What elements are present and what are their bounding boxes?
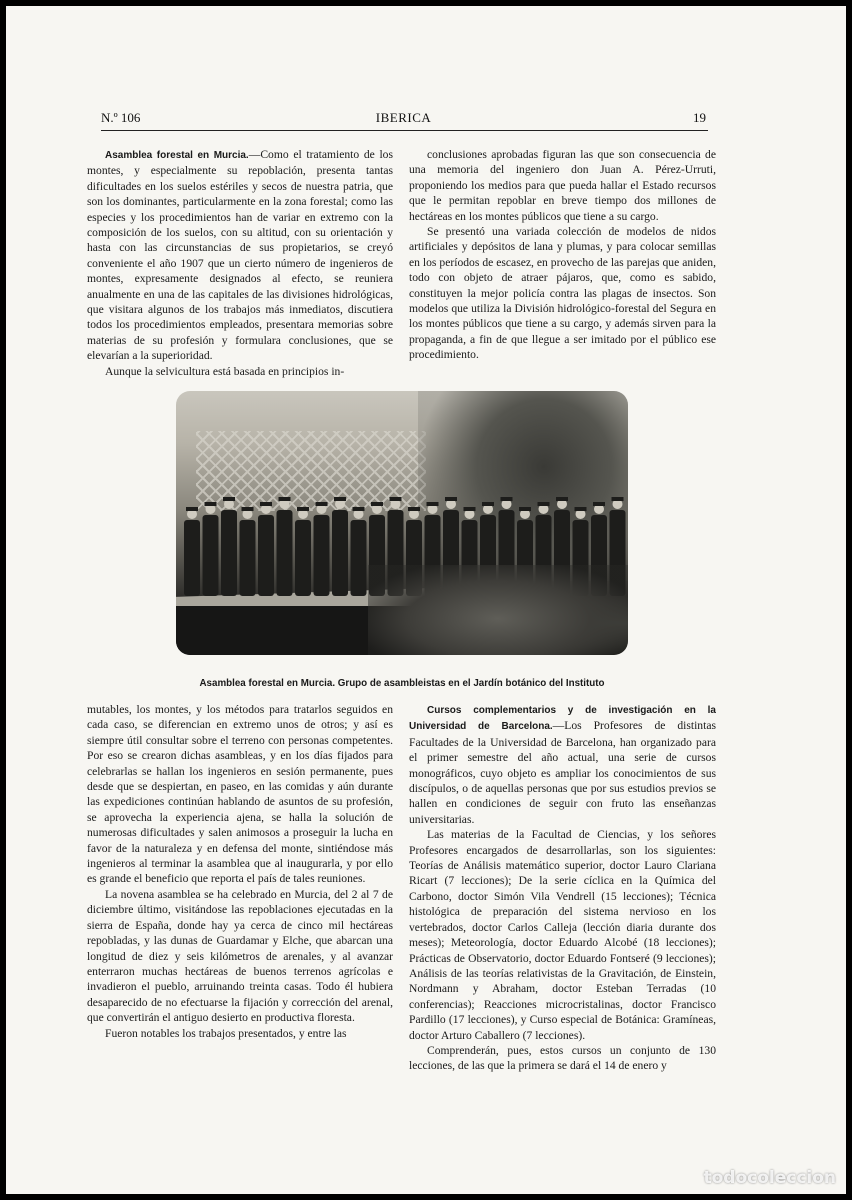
paragraph xyxy=(87,147,393,364)
issue-number: N.º 106 xyxy=(101,110,141,125)
person-body xyxy=(332,510,348,596)
watermark: todocoleccion xyxy=(703,1168,836,1188)
section-heading: Cursos complementarios y de investigación en la Universidad de Barcelona. xyxy=(409,705,716,733)
column-bottom-right xyxy=(409,702,716,1074)
person-hat xyxy=(223,497,235,501)
page-number: 19 xyxy=(693,110,706,125)
garden-bushes xyxy=(368,565,628,655)
person-hat xyxy=(519,507,531,511)
person-body xyxy=(221,510,237,596)
person-hat xyxy=(205,502,217,506)
person-body xyxy=(203,515,219,596)
person-hat xyxy=(575,507,587,511)
person-body xyxy=(351,520,367,596)
person-hat xyxy=(593,502,605,506)
paragraph-text: conclusiones aprobadas figuran las que son consecuencia de una memoria del ingeniero don Juan A. Pérez-Urruti, proponiendo los medios para que pueda hallar el Estado recursos que le permitan repoblar en breve tiempo dos millones de hectáreas en los montes públicos que tiene a su cargo. xyxy=(409,148,716,223)
column-top-left xyxy=(87,147,393,379)
person-hat xyxy=(427,502,439,506)
paragraph-text: Se presentó una variada colección de modelos de nidos artificiales y depósitos de lana y plumas, y para colocar semillas en los períodos de escasez, en provecho de las parejas que aniden, todo con objeto de atraer pájaros, que, como es sabido, constituyen la mejor policía contra las plagas de insectos. Son modelos que utiliza la División hidrológico-forestal del Segura en los montes públicos que tiene a su cargo, y además sirven para la propaganda, a fin de que llegue a ser imitado por el público ese procedimiento. xyxy=(409,225,716,362)
person-body xyxy=(258,515,274,596)
journal-title: IBERICA xyxy=(375,110,432,125)
person-hat xyxy=(353,507,365,511)
document-page xyxy=(6,6,846,1194)
column-bottom-left xyxy=(87,702,393,1041)
header-rule xyxy=(101,130,708,131)
person-hat xyxy=(279,497,291,501)
paragraph-text: La novena asamblea se ha celebrado en Murcia, del 2 al 7 de diciembre último, visitándose las repoblaciones ejecutadas en la sierra de España, donde hay ya cerca de cinco mil hectáreas repobladas, y las dunas de Guardamar y Elche, que abarcan una longitud de diez y seis kilómetros de arenales, y al avanzar enterraron muchas hectáreas de buenos terrenos agrícolas e invadieron el pueblo, arruinando treinta casas. Todo él hubiera desaparecido de no efectuarse la fijación y corrección del arenal, que convertirán el antiguo desierto en productiva floresta. xyxy=(87,887,393,1025)
paragraph xyxy=(87,364,393,379)
person-body xyxy=(314,515,330,596)
person-hat xyxy=(482,502,494,506)
paragraph xyxy=(87,887,393,1026)
photo-caption: Asamblea forestal en Murcia. Grupo de asambleistas en el Jardín botánico del Instituto xyxy=(199,678,605,689)
person-hat xyxy=(334,497,346,501)
person-hat xyxy=(260,502,272,506)
paragraph-text: Comprenderán, pues, estos cursos un conjunto de 130 lecciones, de las que la primera se dará el 14 de enero y xyxy=(409,1043,716,1073)
paragraph-text: Las materias de la Facultad de Ciencias, y los señores Profesores encargados de desarrollarlas, son los siguientes: Teorías de Análisis matemático superior, doctor Lauro Clariana Ricart (7 lecciones); De la serie cíclica en la Química del Carbono, doctor Simón Vila Vendrell (15 lecciones); Técnica histológica de preparación del sistema nervioso en los vertebrados, doctor Carlos Calleja (lección diaria durante dos meses); Meteorología, doctor Eduardo Alcobé (18 lecciones); Prácticas de Observatorio, doctor Eduardo Fontseré (9 lecciones); Análisis de las teorías relativistas de la Gravitación, de Einstein, Nordmann y Abraham, doctor Esteban Terradas (10 conferencias); Reacciones microcristalinas, doctor Francisco Pardillo (17 lecciones), y Curso especial de Botánica: Gramíneas, doctor Arturo Caballero (7 lecciones). xyxy=(409,828,716,1042)
person-hat xyxy=(316,502,328,506)
paragraph-text: —Como el tratamiento de los montes, y especialmente su repoblación, presenta tantas dificultades en los suelos estériles y secos de nuestra patria, que son los dominantes, particularmente en la zona forestal; como las especies y los procedimientos han de variar en extremo con la composición de los suelos, con su altitud, con su orientación y hasta con las circunstancias de sus propietarios, se creyó conveniente el año 1907 que un cierto número de ingenieros de montes, expresamente designados al efecto, se reuniera anualmente en una de las capitales de las divisiones hidrológicas, que visitara algunos de los trabajos más inmediatos, discutiera todos los procedimientos empleados, presentara memorias sobre materias de su profesión y formulara conclusiones, que se elevarían a la superioridad. xyxy=(87,148,393,363)
paragraph-text: Fueron notables los trabajos presentados, y entre las xyxy=(105,1026,347,1040)
group-photograph xyxy=(176,391,628,655)
paragraph-text: mutables, los montes, y los métodos para tratarlos seguidos en cada caso, se diferencian en extremo unos de otros; y así es siempre útil consultar sobre el terreno con personas competentes. Por eso se crearon dichas asambleas, y en los días fijados para celebrarlas se hallan los ingenieros en sesión permanente, pues desde que se despiertan, en paseo, en las comidas y aún durante las expediciones continúan hablando de asuntos de su profesión, se aprovecha la experiencia ajena, se halla la solución de numerosas dificultades y salen animosos a proseguir la lucha en favor de la naturaleza y en defensa del monte, sintiéndose más ingenieros al terminar la asamblea que al inaugurarla, y por ello es grande el beneficio que reporta el país de tales reuniones. xyxy=(87,703,393,886)
person-hat xyxy=(408,507,420,511)
person-hat xyxy=(371,502,383,506)
page-header xyxy=(101,110,706,130)
person-body xyxy=(277,510,293,596)
person-hat xyxy=(445,497,457,501)
paragraph-text: —Los Profesores de distintas Facultades de la Universidad de Barcelona, han organizado para el primer semestre del año actual, una serie de cursos monográficos, cuyo objeto es ampliar los conocimientos de sus discípulos, o de aquellas personas que por sus estudios previos se hallen en condiciones de seguir con fruto las enseñanzas universitarias. xyxy=(409,719,716,826)
column-top-right xyxy=(409,147,716,363)
person-hat xyxy=(556,497,568,501)
person-body xyxy=(184,520,200,596)
paragraph xyxy=(409,147,716,224)
person-hat xyxy=(538,502,550,506)
paragraph xyxy=(409,1043,716,1074)
person-hat xyxy=(501,497,513,501)
person-hat xyxy=(612,497,624,501)
person-hat xyxy=(390,497,402,501)
paragraph xyxy=(409,827,716,1043)
paragraph xyxy=(87,1026,393,1041)
person-body xyxy=(295,520,311,596)
paragraph xyxy=(409,224,716,363)
person-hat xyxy=(242,507,254,511)
person-hat xyxy=(464,507,476,511)
person-hat xyxy=(297,507,309,511)
person-body xyxy=(240,520,256,596)
paragraph xyxy=(87,702,393,887)
person-hat xyxy=(186,507,198,511)
paragraph-text: Aunque la selvicultura está basada en principios in- xyxy=(105,364,345,378)
section-heading: Asamblea forestal en Murcia. xyxy=(105,150,249,161)
paragraph xyxy=(409,702,716,827)
